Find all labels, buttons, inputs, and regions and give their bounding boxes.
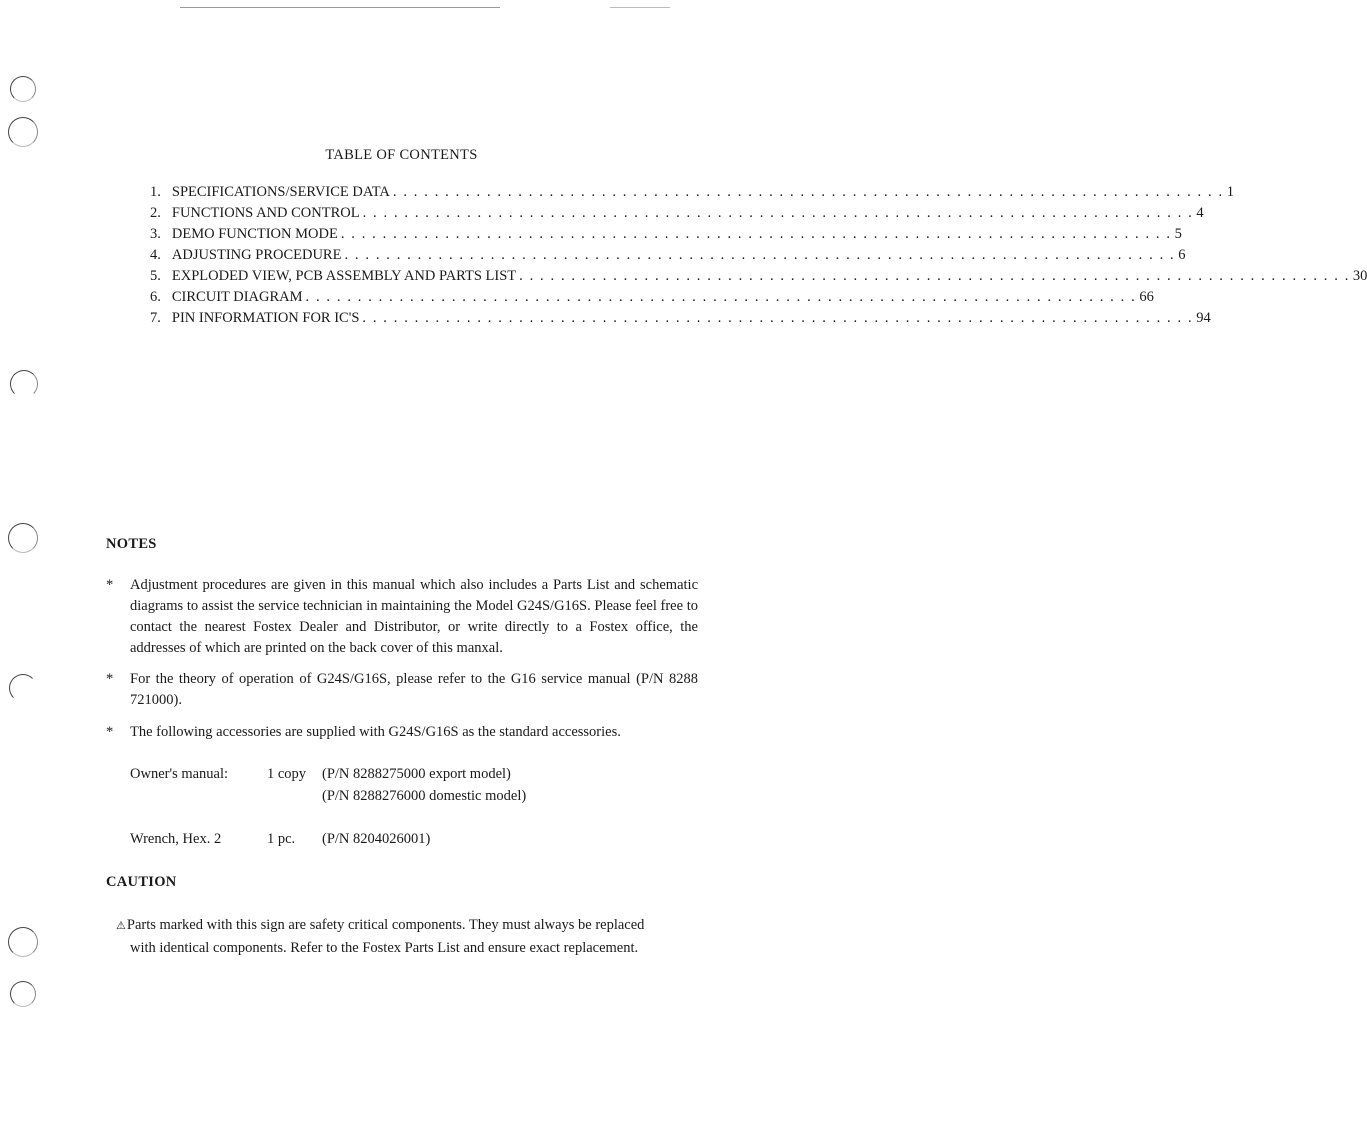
- caution-line: [116, 914, 698, 937]
- toc-entry: [150, 203, 1204, 224]
- accessory-qty: 1 copy: [267, 766, 307, 782]
- notes-heading: NOTES: [106, 536, 157, 552]
- accessory-name: Wrench, Hex. 2: [130, 831, 222, 847]
- toc-leader-dots: . . . . . . . . . . . . . . . . . . . . . . . . . . . . . . . . . . . . . . . . . . . . . . . . . . . . . . . . . . . . . . . . . . . . . . . . . . . . . . . .: [305, 289, 1137, 305]
- toc-title: TABLE OF CONTENTS: [325, 147, 478, 163]
- toc-leader-dots: . . . . . . . . . . . . . . . . . . . . . . . . . . . . . . . . . . . . . . . . . . . . . . . . . . . . . . . . . . . . . . . . . . . . . . . . . . . . . . . .: [344, 247, 1176, 263]
- toc-leader-dots: . . . . . . . . . . . . . . . . . . . . . . . . . . . . . . . . . . . . . . . . . . . . . . . . . . . . . . . . . . . . . . . . . . . . . . . . . . . . . . . .: [362, 205, 1194, 221]
- toc-entry-title: SPECIFICATIONS/SERVICE DATA: [171, 184, 390, 200]
- toc-entry-page: 1: [1226, 184, 1234, 200]
- caution-line-2: with identical components. Refer to the Fostex Parts List and ensure exact replacement.: [130, 940, 639, 956]
- toc-leader-dots: . . . . . . . . . . . . . . . . . . . . . . . . . . . . . . . . . . . . . . . . . . . . . . . . . . . . . . . . . . . . . . . . . . . . . . . . . . . . . . . .: [362, 310, 1194, 326]
- toc-leader-dots: . . . . . . . . . . . . . . . . . . . . . . . . . . . . . . . . . . . . . . . . . . . . . . . . . . . . . . . . . . . . . . . . . . . . . . . . . . . . . . . .: [392, 184, 1224, 200]
- caution-text: [116, 914, 698, 959]
- toc-entry-number: 3.: [150, 226, 161, 242]
- binder-hole: [10, 76, 36, 102]
- warning-triangle-icon: ⚠: [116, 920, 126, 932]
- note-bullet: *: [106, 724, 114, 740]
- note-item: [106, 669, 698, 711]
- toc-entry-number: 7.: [150, 310, 161, 326]
- binder-hole: [9, 674, 37, 702]
- binder-hole: [8, 927, 38, 957]
- toc-list: [150, 182, 1367, 329]
- toc-leader-dots: . . . . . . . . . . . . . . . . . . . . . . . . . . . . . . . . . . . . . . . . . . . . . . . . . . . . . . . . . . . . . . . . . . . . . . . . . . . . . . . .: [340, 226, 1172, 242]
- scan-edge-line: [180, 7, 500, 8]
- toc-entry: [150, 224, 1182, 245]
- toc-entry-title: CIRCUIT DIAGRAM: [171, 289, 303, 305]
- toc-entry-page: 4: [1196, 205, 1204, 221]
- toc-entry: [150, 245, 1186, 266]
- binder-hole: [8, 523, 38, 553]
- note-item: [106, 575, 698, 659]
- note-text: The following accessories are supplied with G24S/G16S as the standard accessories.: [130, 724, 621, 740]
- accessory-part-number: (P/N 8288276000 domestic model): [322, 788, 527, 804]
- caution-heading: CAUTION: [106, 874, 177, 890]
- toc-entry-number: 1.: [150, 184, 161, 200]
- toc-leader-dots: . . . . . . . . . . . . . . . . . . . . . . . . . . . . . . . . . . . . . . . . . . . . . . . . . . . . . . . . . . . . . . . . . . . . . . . . . . . . . . . .: [519, 268, 1350, 284]
- toc-entry-number: 5.: [150, 268, 161, 284]
- toc-entry-title: ADJUSTING PROCEDURE: [171, 247, 342, 263]
- accessory-qty: 1 pc.: [267, 831, 296, 847]
- toc-entry-number: 2.: [150, 205, 161, 221]
- toc-entry-number: 4.: [150, 247, 161, 263]
- accessory-part-number: (P/N 8204026001): [322, 831, 431, 847]
- toc-entry-page: 6: [1178, 247, 1186, 263]
- caution-line-1: Parts marked with this sign are safety critical components. They must always be replaced: [126, 917, 645, 933]
- accessory-name: Owner's manual:: [130, 766, 229, 782]
- binder-hole: [10, 370, 38, 398]
- toc-entry-title: PIN INFORMATION FOR IC'S: [171, 310, 360, 326]
- toc-entry-title: FUNCTIONS AND CONTROL: [171, 205, 360, 221]
- note-item: [106, 722, 698, 743]
- toc-entry-page: 94: [1196, 310, 1211, 326]
- note-bullet: *: [106, 577, 114, 593]
- toc-entry: [150, 287, 1154, 308]
- toc-entry-page: 66: [1139, 289, 1154, 305]
- toc-entry-title: EXPLODED VIEW, PCB ASSEMBLY AND PARTS LIST: [171, 268, 517, 284]
- accessory-part-number: (P/N 8288275000 export model): [322, 766, 511, 782]
- toc-entry: [150, 266, 1367, 287]
- binder-hole: [8, 117, 38, 147]
- toc-entry-page: 5: [1174, 226, 1182, 242]
- note-text: Adjustment procedures are given in this manual which also includes a Parts List and schematic diagrams to assist the service technician in maintaining the Model G24S/G16S. Please feel free to contact the nearest Fostex Dealer and Distributor, or write directly to a Fostex office, the addresses of which are printed on the back cover of this manxal.: [130, 577, 698, 656]
- binder-hole: [10, 981, 36, 1007]
- toc-entry: [150, 308, 1211, 329]
- toc-entry: [150, 182, 1234, 203]
- note-text: For the theory of operation of G24S/G16S, please refer to the G16 service manual (P/N 8288 721000).: [130, 671, 698, 708]
- scan-edge-line: [610, 7, 670, 8]
- toc-entry-title: DEMO FUNCTION MODE: [171, 226, 338, 242]
- toc-entry-number: 6.: [150, 289, 161, 305]
- toc-entry-page: 30: [1352, 268, 1367, 284]
- note-bullet: *: [106, 671, 114, 687]
